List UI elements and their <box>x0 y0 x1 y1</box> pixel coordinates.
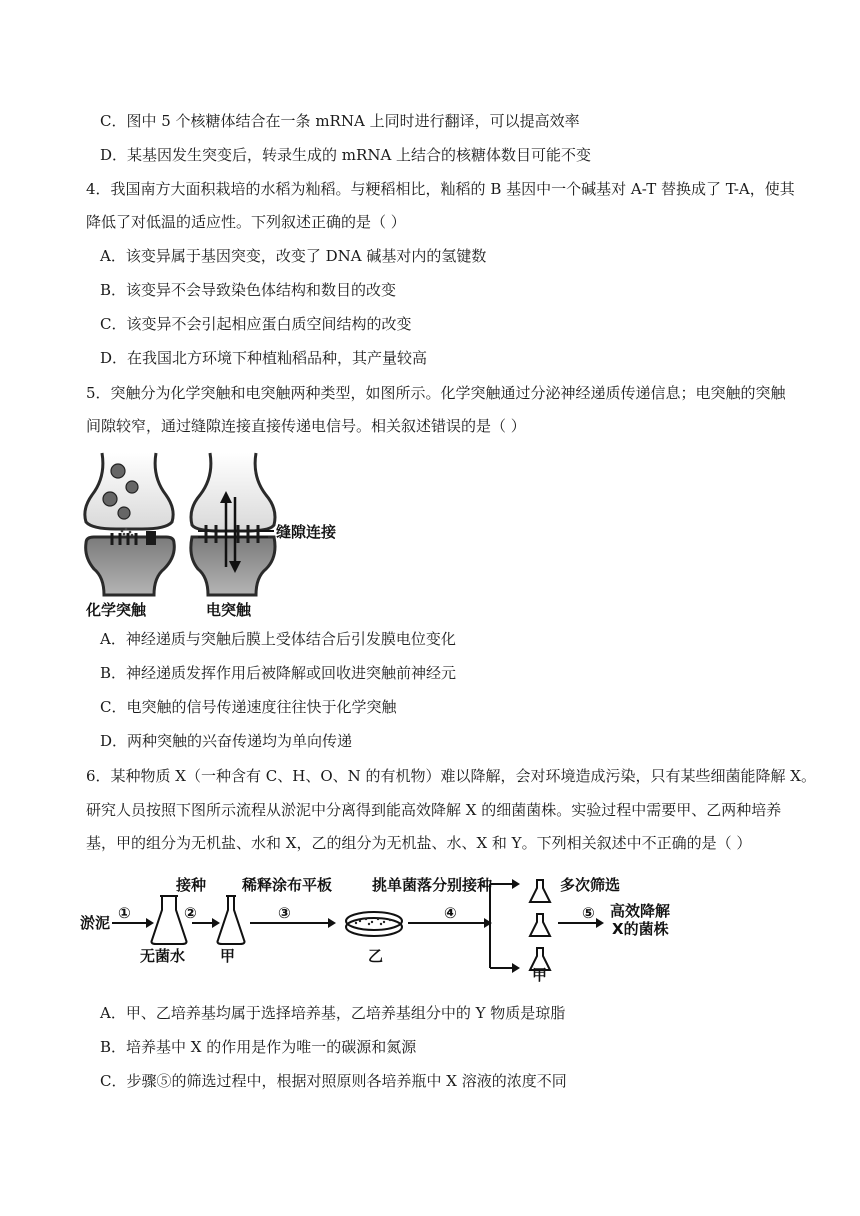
step4-label: ④ <box>444 904 457 922</box>
gap-junction-label: 缝隙连接 <box>276 523 337 541</box>
q5-option-b: B．神经递质发挥作用后被降解或回收进突触前神经元 <box>100 664 457 682</box>
q4-option-a: A．该变异属于基因突变，改变了 DNA 碱基对内的氢键数 <box>100 247 487 265</box>
mud-label: 淤泥 <box>80 914 111 932</box>
multi-screen-label: 多次筛选 <box>560 876 621 894</box>
q4-stem-line1: 4．我国南方大面积栽培的水稻为籼稻。与粳稻相比，籼稻的 B 基因中一个碱基对 A-T 替换成了 T-A，使其 <box>86 180 795 198</box>
isolation-flowchart <box>80 866 720 982</box>
step2-label: ② <box>184 904 197 922</box>
q4-option-b: B．该变异不会导致染色体结构和数目的改变 <box>100 281 397 299</box>
q6-stem-line1: 6．某种物质 X（一种含有 C、H、O、N 的有机物）难以降解，会对环境造成污染，只有某些细菌能降解 X。 <box>86 767 816 785</box>
chemical-synapse-postsynaptic <box>86 531 175 595</box>
step1-label: ① <box>118 904 131 922</box>
q5-stem-line1: 5．突触分为化学突触和电突触两种类型，如图所示。化学突触通过分泌神经递质传递信息；电突触的突触 <box>86 384 786 402</box>
medium-jia-label: 甲 <box>220 947 236 965</box>
medium-yi-label: 乙 <box>368 947 384 965</box>
q6-stem-line2: 研究人员按照下图所示流程从淤泥中分离得到能高效降解 X 的细菌菌株。实验过程中需要甲、乙两种培养 <box>86 801 782 819</box>
sterile-water-label: 无菌水 <box>140 947 186 965</box>
flask-icon <box>530 914 550 936</box>
step5-label: ⑤ <box>582 904 595 922</box>
flask-icon <box>530 880 550 902</box>
q3-option-c: C．图中 5 个核糖体结合在一条 mRNA 上同时进行翻译，可以提高效率 <box>100 112 580 130</box>
step3-label: ③ <box>278 904 291 922</box>
q4-option-d: D．在我国北方环境下种植籼稻品种，其产量较高 <box>100 349 428 367</box>
inoculate-label: 接种 <box>176 876 207 894</box>
flask-icon <box>218 896 245 944</box>
q6-option-b: B．培养基中 X 的作用是作为唯一的碳源和氮源 <box>100 1038 417 1056</box>
result-label-line2: X的菌株 <box>612 920 669 938</box>
electrical-synapse-presynaptic <box>191 453 275 531</box>
electrical-synapse-label: 电突触 <box>206 601 252 619</box>
q6-option-c: C．步骤⑤的筛选过程中，根据对照原则各培养瓶中 X 溶液的浓度不同 <box>100 1072 567 1090</box>
q6-stem-line3: 基，甲的组分为无机盐、水和 X，乙的组分为无机盐、水、X 和 Y。下列相关叙述中不正确的是（ ） <box>86 834 752 852</box>
q3-option-d: D．某基因发生突变后，转录生成的 mRNA 上结合的核糖体数目可能不变 <box>100 146 592 164</box>
q5-option-a: A．神经递质与突触后膜上受体结合后引发膜电位变化 <box>100 630 456 648</box>
result-label-line1: 高效降解 <box>610 902 671 920</box>
dilute-label: 稀释涂布平板 <box>242 876 333 894</box>
flask-icon <box>152 896 187 944</box>
q6-option-a: A．甲、乙培养基均属于选择培养基，乙培养基组分中的 Y 物质是琼脂 <box>100 1004 566 1022</box>
pick-label: 挑单菌落分别接种 <box>372 876 493 894</box>
q5-option-d: D．两种突触的兴奋传递均为单向传递 <box>100 732 353 750</box>
chemical-synapse-label: 化学突触 <box>86 601 147 619</box>
q4-option-c: C．该变异不会引起相应蛋白质空间结构的改变 <box>100 315 412 333</box>
q4-stem-line2: 降低了对低温的适应性。下列叙述正确的是（ ） <box>86 213 406 231</box>
q5-option-c: C．电突触的信号传递速度往往快于化学突触 <box>100 698 397 716</box>
medium-jia2-label: 甲 <box>532 966 548 982</box>
synapse-figure <box>80 447 360 622</box>
chemical-synapse-presynaptic <box>85 453 173 537</box>
q5-stem-line2: 间隙较窄，通过缝隙连接直接传递电信号。相关叙述错误的是（ ） <box>86 417 526 435</box>
